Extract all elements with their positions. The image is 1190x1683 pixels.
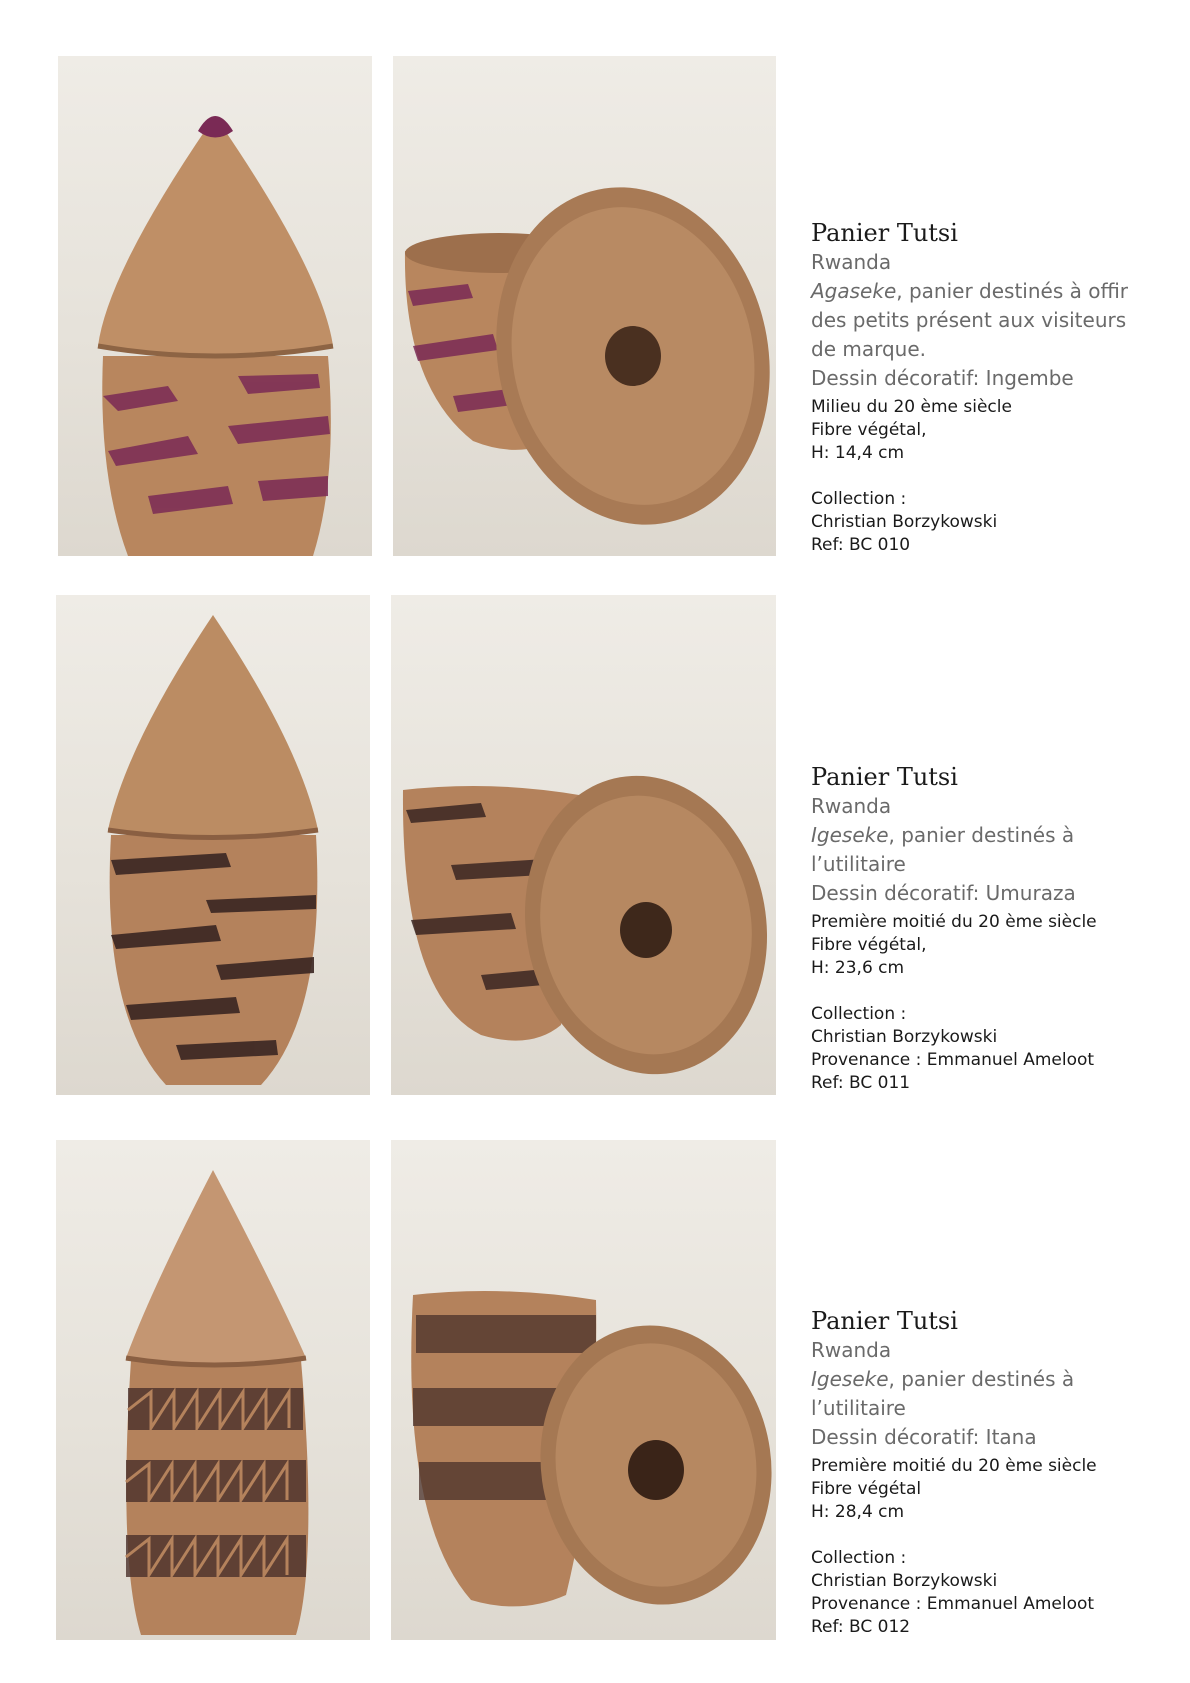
photo-basket-bc011-open [391, 595, 776, 1095]
description-text: , panier destinés à offir [896, 279, 1129, 303]
basket-bc011-closed-illustration [56, 595, 370, 1095]
basket-bc010-open-illustration [393, 56, 776, 556]
basket-name: Igeseke [811, 1367, 889, 1391]
basket-name: Agaseke [811, 279, 897, 303]
entry-height: H: 23,6 cm [811, 958, 905, 978]
entry-date: Première moitié du 20 ème siècle [811, 1456, 1097, 1476]
entry-ref: Ref: BC 011 [811, 1073, 911, 1093]
entry-title: Panier Tutsi [811, 763, 958, 791]
photo-basket-bc012-closed [56, 1140, 370, 1640]
photo-basket-bc012-open [391, 1140, 776, 1640]
entry-design: Dessin décoratif: Ingembe [811, 366, 1074, 390]
description-text: , panier destinés à [888, 823, 1075, 847]
entry-bc011 [811, 763, 1171, 1095]
entry-material: Fibre végétal [811, 1479, 922, 1499]
entry-height: H: 28,4 cm [811, 1502, 905, 1522]
entry-collection-label: Collection : [811, 489, 907, 509]
entry-design: Dessin décoratif: Itana [811, 1425, 1037, 1449]
entry-country: Rwanda [811, 1338, 892, 1362]
entry-provenance: Provenance : Emmanuel Ameloot [811, 1594, 1095, 1614]
entry-design: Dessin décoratif: Umuraza [811, 881, 1076, 905]
entry-ref: Ref: BC 010 [811, 535, 911, 555]
entry-description-line [811, 821, 1171, 850]
entry-collection-label: Collection : [811, 1548, 907, 1568]
entry-collector: Christian Borzykowski [811, 512, 998, 532]
entry-date: Milieu du 20 ème siècle [811, 397, 1012, 417]
entry-bc010 [811, 219, 1171, 557]
entry-description-line [811, 277, 1171, 306]
basket-bc012-open-illustration [391, 1140, 776, 1640]
basket-bc010-closed-illustration [58, 56, 372, 556]
description-text: , panier destinés à [888, 1367, 1075, 1391]
entry-material: Fibre végétal, [811, 935, 927, 955]
entry-ref: Ref: BC 012 [811, 1617, 911, 1637]
entry-description-line [811, 1365, 1171, 1394]
basket-name: Igeseke [811, 823, 889, 847]
photo-basket-bc011-closed [56, 595, 370, 1095]
entry-title: Panier Tutsi [811, 219, 958, 247]
entry-height: H: 14,4 cm [811, 443, 905, 463]
entry-collection-label: Collection : [811, 1004, 907, 1024]
entry-country: Rwanda [811, 794, 892, 818]
entry-country: Rwanda [811, 250, 892, 274]
entry-date: Première moitié du 20 ème siècle [811, 912, 1097, 932]
entry-description-line: des petits présent aux visiteurs [811, 308, 1127, 332]
photo-basket-bc010-closed [58, 56, 372, 556]
entry-description-line: de marque. [811, 337, 926, 361]
photo-basket-bc010-open [393, 56, 776, 556]
entry-provenance: Provenance : Emmanuel Ameloot [811, 1050, 1095, 1070]
entry-description-line: l’utilitaire [811, 1396, 906, 1420]
entry-collector: Christian Borzykowski [811, 1571, 998, 1591]
entry-collector: Christian Borzykowski [811, 1027, 998, 1047]
entry-bc012 [811, 1307, 1171, 1639]
entry-material: Fibre végétal, [811, 420, 927, 440]
entry-title: Panier Tutsi [811, 1307, 958, 1335]
entry-description-line: l’utilitaire [811, 852, 906, 876]
basket-bc011-open-illustration [391, 595, 776, 1095]
basket-bc012-closed-illustration [56, 1140, 370, 1640]
